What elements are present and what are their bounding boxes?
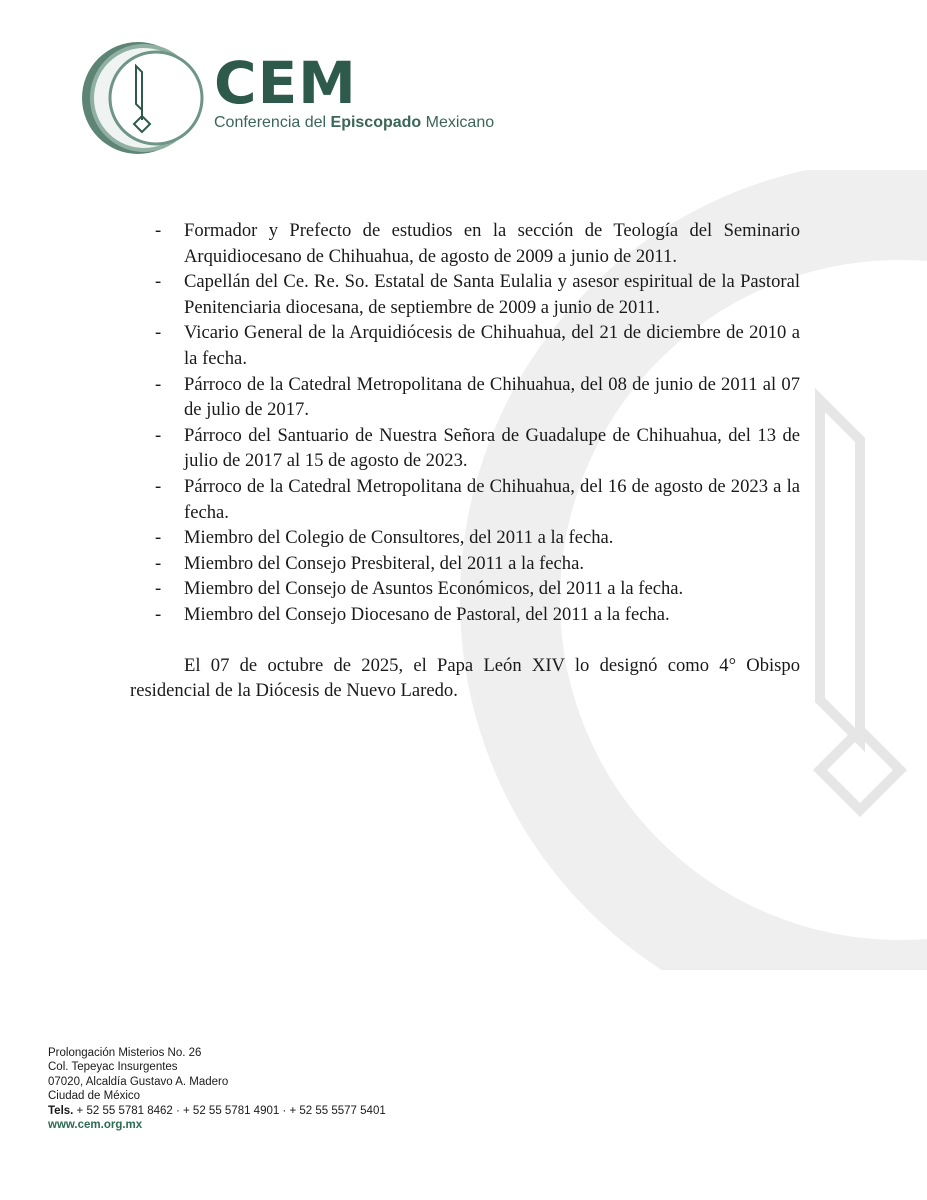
subtitle-bold: Episcopado (330, 114, 422, 131)
list-item-text: Capellán del Ce. Re. So. Estatal de Santa Eulalia y asesor espiritual de la Pastoral Penitenciaria diocesana, de septiembre de 2009 a junio de 2011. (184, 271, 800, 318)
dash-bullet: - (155, 527, 162, 549)
list-item (130, 269, 800, 320)
dash-bullet: - (155, 578, 162, 600)
footer-address (48, 1046, 386, 1132)
list-item-text: Miembro del Consejo de Asuntos Económicos, del 2011 a la fecha. (184, 578, 684, 600)
list-item (130, 576, 800, 602)
dash-bullet: - (155, 220, 162, 241)
address-line: Ciudad de México (48, 1090, 141, 1103)
list-item-text: Miembro del Consejo Presbiteral, del 2011 a la fecha. (184, 552, 584, 574)
logo-subtitle (214, 114, 494, 132)
tels-numbers: + 52 55 5781 8462 · + 52 55 5781 4901 · + 52 55 5577 5401 (73, 1104, 386, 1117)
document-body (130, 218, 800, 722)
address-line: Prolongación Misterios No. 26 (48, 1047, 202, 1059)
dash-bullet: - (155, 552, 162, 574)
tels-label: Tels. (48, 1104, 74, 1117)
list-item (130, 218, 800, 269)
list-item (130, 423, 800, 474)
list-item-text: Miembro del Colegio de Consultores, del 2011 a la fecha. (184, 527, 614, 549)
appointment-paragraph: El 07 de octubre de 2025, el Papa León XIV lo designó como 4° Obispo residencial de la Diócesis de Nuevo Laredo. (130, 654, 800, 702)
list-item (130, 551, 800, 577)
logo-acronym: CEM (214, 49, 357, 117)
list-item (130, 372, 800, 423)
list-item-text: Miembro del Consejo Diocesano de Pastoral, del 2011 a la fecha. (184, 603, 670, 625)
list-item (130, 320, 800, 371)
dash-bullet: - (155, 373, 162, 395)
subtitle-pre: Conferencia del (214, 114, 331, 131)
dash-bullet: - (155, 271, 162, 293)
website-link[interactable]: www.cem.org.mx (48, 1119, 143, 1132)
list-item-text: Párroco de la Catedral Metropolitana de Chihuahua, del 08 de junio de 2011 al 07 de julio de 2017. (184, 373, 800, 421)
list-item-text: Párroco de la Catedral Metropolitana de Chihuahua, del 16 de agosto de 2023 a la fecha. (184, 475, 800, 523)
list-item (130, 525, 800, 551)
list-item (130, 474, 800, 525)
list-item-text: Vicario General de la Arquidiócesis de Chihuahua, del 21 de diciembre de 2010 a la fecha. (184, 322, 800, 369)
dash-bullet: - (155, 322, 162, 344)
logo-wordmark (214, 49, 495, 132)
career-list (130, 218, 800, 628)
dash-bullet: - (155, 603, 162, 625)
list-item-text: Párroco del Santuario de Nuestra Señora de Guadalupe de Chihuahua, del 13 de julio de 2017 al 15 de agosto de 2023. (184, 424, 800, 472)
address-line: Col. Tepeyac Insurgentes (48, 1061, 178, 1074)
list-item-text: Formador y Prefecto de estudios en la sección de Teología del Seminario Arquidiocesano de Chihuahua, de agosto de 2009 a junio de 2011. (184, 220, 800, 267)
phone-line (48, 1104, 386, 1118)
address-line: 07020, Alcaldía Gustavo A. Madero (48, 1075, 229, 1088)
dash-bullet: - (155, 424, 162, 446)
list-item (130, 602, 800, 628)
subtitle-post: Mexicano (421, 114, 495, 131)
dash-bullet: - (155, 475, 162, 497)
